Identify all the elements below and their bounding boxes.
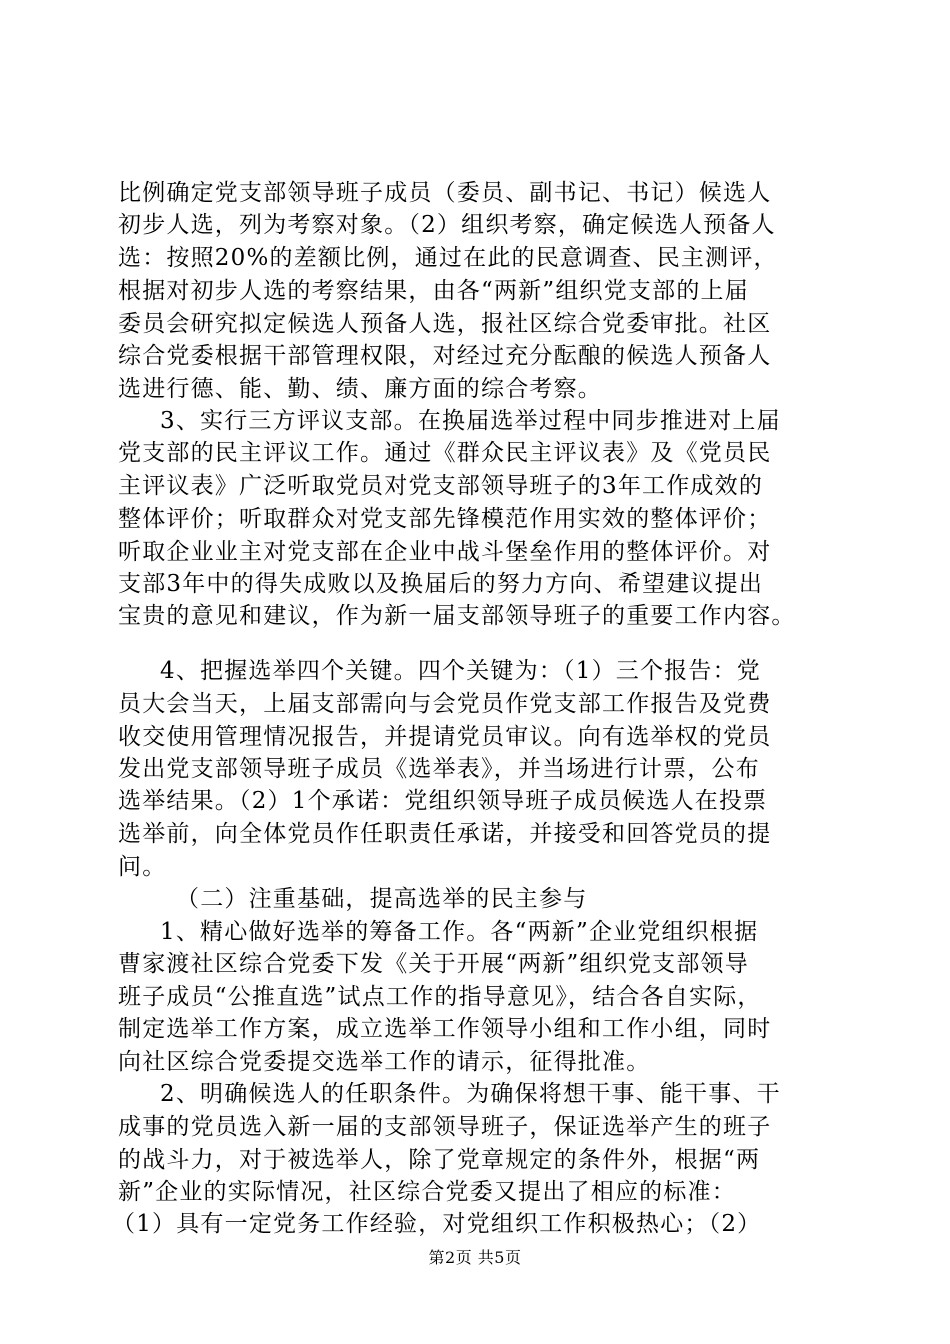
text-line-5: 委员会研究拟定候选人预备人选，报社区综合党委审批。社区 — [118, 311, 772, 337]
text-line-31: 新”企业的实际情况，社区综合党委又提出了相应的标准： — [118, 1179, 736, 1205]
text-line-32: （1）具有一定党务工作经验，对党组织工作积极热心；（2） — [112, 1211, 762, 1237]
text-line-10: 主评议表》广泛听取党员对党支部领导班子的3年工作成效的 — [118, 473, 764, 499]
text-line-25: 班子成员“公推直选”试点工作的指导意见》，结合各自实际， — [118, 984, 762, 1010]
text-line-21: 问。 — [118, 854, 167, 880]
text-line-7: 选进行德、能、勤、绩、廉方面的综合考察。 — [118, 376, 602, 402]
text-line-27: 向社区综合党委提交选举工作的请示，征得批准。 — [118, 1049, 651, 1075]
text-line-23: 1、精心做好选举的筹备工作。各“两新”企业党组织根据 — [160, 919, 759, 945]
text-line-18: 发出党支部领导班子成员《选举表》，并当场进行计票，公布 — [118, 756, 760, 782]
text-line-14: 宝贵的意见和建议，作为新一届支部领导班子的重要工作内容。 — [118, 603, 796, 629]
text-line-29: 成事的党员选入新一届的支部领导班子，保证选举产生的班子 — [118, 1114, 772, 1140]
text-line-3: 选：按照20%的差额比例，通过在此的民意调查、民主测评， — [118, 245, 778, 271]
text-line-8: 3、实行三方评议支部。在换届选举过程中同步推进对上届 — [160, 408, 781, 434]
text-line-11: 整体评价；听取群众对党支部先锋模范作用实效的整体评价； — [118, 506, 772, 532]
text-line-19: 选举结果。（2）1个承诺：党组织领导班子成员候选人在投票 — [118, 788, 768, 814]
text-line-1: 比例确定党支部领导班子成员（委员、副书记、书记）候选人 — [118, 180, 772, 206]
text-line-12: 听取企业业主对党支部在企业中战斗堡垒作用的整体评价。对 — [118, 539, 772, 565]
text-line-28: 2、明确候选人的任职条件。为确保将想干事、能干事、干 — [160, 1081, 781, 1107]
text-line-16: 员大会当天，上届支部需向与会党员作党支部工作报告及党费 — [118, 691, 772, 717]
text-line-6: 综合党委根据干部管理权限，对经过充分酝酿的候选人预备人 — [118, 343, 772, 369]
text-line-13: 支部3年中的得失成败以及换届后的努力方向、希望建议提出 — [118, 571, 764, 597]
text-line-30: 的战斗力，对于被选举人，除了党章规定的条件外，根据“两 — [118, 1147, 761, 1173]
text-line-2: 初步人选，列为考察对象。（2）组织考察，确定候选人预备人 — [118, 212, 776, 238]
page-number-footer: 第2页 共5页 — [428, 1248, 522, 1267]
text-line-15: 4、把握选举四个关键。四个关键为：（1）三个报告：党 — [160, 658, 761, 684]
text-line-26: 制定选举工作方案，成立选举工作领导小组和工作小组，同时 — [118, 1016, 772, 1042]
section-heading: （二）注重基础，提高选举的民主参与 — [176, 886, 588, 912]
text-line-24: 曹家渡社区综合党委下发《关于开展“两新”组织党支部领导 — [118, 951, 749, 977]
text-line-17: 收交使用管理情况报告，并提请党员审议。向有选举权的党员 — [118, 724, 772, 750]
text-line-9: 党支部的民主评议工作。通过《群众民主评议表》及《党员民 — [118, 440, 772, 466]
text-line-4: 根据对初步人选的考察结果，由各“两新”组织党支部的上届 — [118, 278, 749, 304]
text-line-20: 选举前，向全体党员作任职责任承诺，并接受和回答党员的提 — [118, 821, 772, 847]
